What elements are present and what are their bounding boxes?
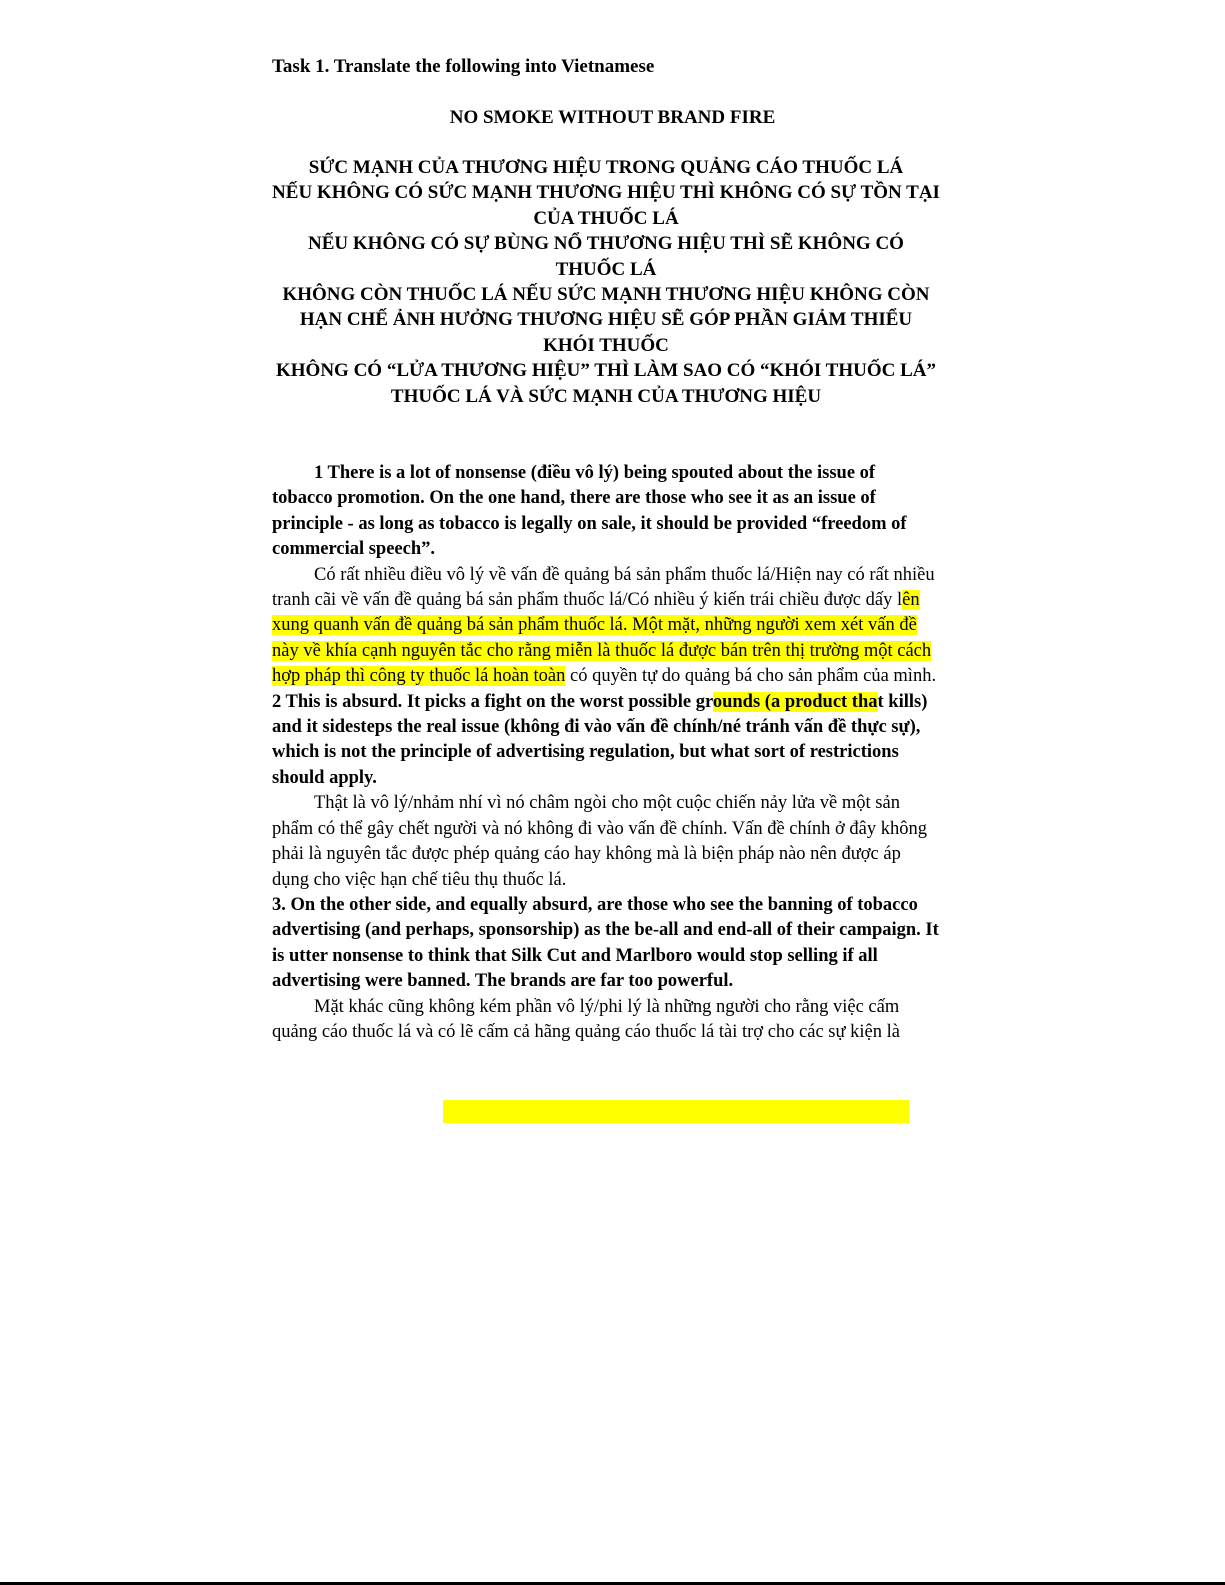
paragraph-3-vietnamese: Mặt khác cũng không kém phần vô lý/phi lý là những người cho rằng việc cấm quảng cáo thuốc lá và có lẽ cấm cả hãng quảng cáo thuốc lá tài trợ cho các sự kiện là [272,996,900,1042]
main-title: NO SMOKE WITHOUT BRAND FIRE [449,107,776,128]
task-title: Task 1. Translate the following into Vietnamese [272,56,655,77]
heading-option: NẾU KHÔNG CÓ SỰ BÙNG NỔ THƯƠNG HIỆU THÌ SẼ KHÔNG CÓ THUỐC LÁ [308,233,904,280]
heading-option: NẾU KHÔNG CÓ SỨC MẠNH THƯƠNG HIỆU THÌ KHÔNG CÓ SỰ TỒN TẠI CỦA THUỐC LÁ [272,182,940,229]
paragraph-1-vietnamese [272,563,940,690]
text-run: Có rất nhiều điều vô lý về vấn đề quảng bá sản phẩm thuốc lá/Hiện nay có rất nhiều tranh cãi về vấn đề quảng bá sản phẩm thuốc lá/Có nhiều ý kiến trái chiều được dấy l [272,564,935,611]
text-run: có quyền tự do quảng bá cho sản phẩm của mình. [565,666,937,687]
document-body [272,461,940,1045]
paragraph-2-english [272,690,940,792]
paragraph-1-english: 1 There is a lot of nonsense (điều vô lý) being spouted about the issue of tobacco promotion. On the one hand, there are those who see it as an issue of principle - as long as tobacco is legally on sale, it should be provided “freedom of commercial speech”. [272,463,907,560]
text-run: t kills) and it sidesteps the real issue (không đi vào vấn đề chính/né tránh vấn đề thực sự), which is not the principle of advertising regulation, but what sort of restrictions should apply. [272,691,928,788]
heading-option: KHÔNG CÓ “LỬA THƯƠNG HIỆU” THÌ LÀM SAO CÓ “KHÓI THUỐC LÁ” [276,360,936,382]
heading-option: KHÔNG CÒN THUỐC LÁ NẾU SỨC MẠNH THƯƠNG HIỆU KHÔNG CÒN [282,284,930,306]
heading-option: HẠN CHẾ ẢNH HƯỞNG THƯƠNG HIỆU SẼ GÓP PHẦN GIẢM THIỂU KHÓI THUỐC [299,309,913,356]
heading-option: SỨC MẠNH CỦA THƯƠNG HIỆU TRONG QUẢNG CÁO THUỐC LÁ [308,157,904,178]
highlighted-text: ounds (a product tha [712,691,878,712]
text-run: 2 This is absurd. It picks a fight on the worst possible gr [272,691,713,712]
vietnamese-title-options [272,155,940,409]
paragraph-2-vietnamese: Thật là vô lý/nhảm nhí vì nó châm ngòi cho một cuộc chiến nảy lửa về một sản phẩm có thể gây chết người và nó không đi vào vấn đề chính. Vấn đề chính ở đây không phải là nguyên tắc được phép quảng cáo hay không mà là biện pháp nào nên được áp dụng cho việc hạn chế tiêu thụ thuốc lá. [272,793,928,890]
paragraph-3-english: 3. On the other side, and equally absurd, are those who see the banning of tobacco advertising (and perhaps, sponsorship) as the be-all and end-all of their campaign. It is utter nonsense to think that Silk Cut and Marlboro would stop selling if all advertising were banned. The brands are far too powerful. [272,894,939,992]
highlight-bar [443,1100,909,1123]
highlighted-text: ên xung quanh vấn đề quảng bá sản phẩm thuốc lá. Một mặt, những người xem xét vấn đề này về khía cạnh nguyên tắc cho rằng miễn là thuốc lá được bán trên thị trường một cách hợp pháp thì công ty thuốc lá hoàn toàn [272,590,932,687]
heading-option: THUỐC LÁ VÀ SỨC MẠNH CỦA THƯƠNG HIỆU [390,385,822,407]
